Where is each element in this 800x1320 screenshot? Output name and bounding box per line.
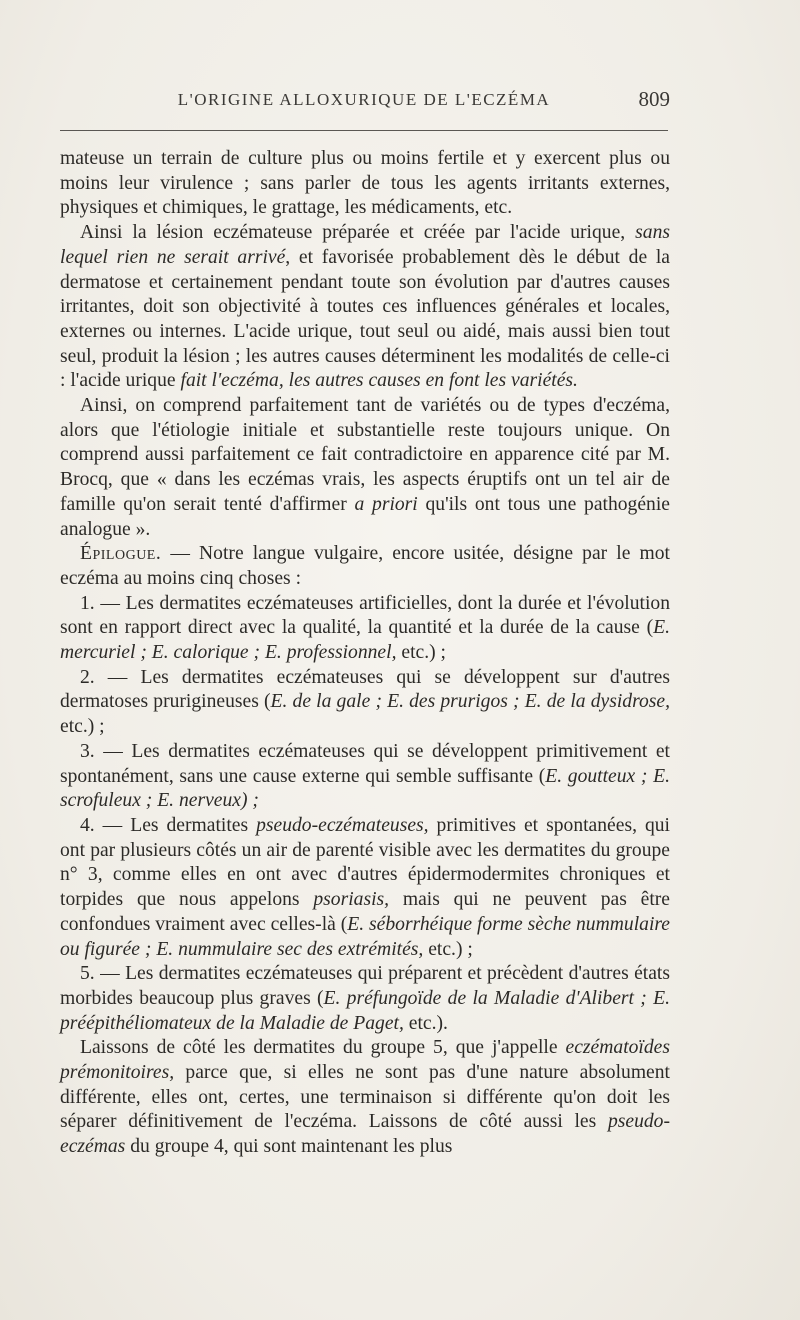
header-rule (60, 130, 668, 131)
list-item: 3. — Les dermatites eczémateuses qui se développent primitivement et spontanément, sans une cause externe qui semble suffisante (E. goutteux ; E. scrofuleux ; E. nerveux) ; (60, 740, 670, 812)
paragraph: Ainsi, on comprend parfaitement tant de variétés ou de types d'eczéma, alors que l'étiologie initiale et substantielle reste toujours unique. On comprend aussi parfaitement ce fait contradictoire en apparence cité par M. Brocq, que « dans les eczémas vrais, les aspects éruptifs ont un tel air de famille qu'on serait tenté d'affirmer a priori qu'ils ont tous une pathogénie analogue ». (60, 395, 670, 540)
paragraph: Laissons de côté les dermatites du groupe 5, que j'appelle eczématoïdes prémonitoires, parce que, si elles ne sont pas d'une nature absolument différente, elles ont, certes, une terminaison si différente qu'on doit les séparer définitivement de l'eczéma. Laissons de côté aussi les pseudo-eczémas du groupe 4, qui sont maintenant les plus (60, 1037, 670, 1158)
list-item: 5. — Les dermatites eczémateuses qui préparent et précèdent d'autres états morbides beaucoup plus graves (E. préfungoïde de la Maladie d'Alibert ; E. préépithéliomateux de la Maladie de Paget, etc.). (60, 963, 670, 1034)
list-item: 2. — Les dermatites eczémateuses qui se développent sur d'autres dermatoses prurigineuses (E. de la gale ; E. des prurigos ; E. de la dysidrose, etc.) ; (60, 666, 670, 738)
paragraph: Ainsi la lésion eczémateuse préparée et créée par l'acide urique, sans lequel rien ne serait arrivé, et favorisée probablement dès le début de la dermatose et certainement pendant toute son évolution par d'autres causes irritantes, doit son objectivité à toutes ces influences générales et locales, externes ou internes. L'acide urique, tout seul ou aidé, mais aussi bien tout seul, produit la lésion ; les autres causes déterminent les modalités de celle-ci : l'acide urique fait l'eczéma, les autres causes en font les variétés. (60, 222, 670, 392)
epilogue-heading: Épilogue. (80, 543, 162, 565)
paragraph: mateuse un terrain de culture plus ou moins fertile et y exercent plus ou moins leur virulence ; sans parler de tous les agents irritants externes, physiques et chimiques, le grattage, les médicaments, etc. (60, 148, 670, 219)
list-item: 4. — Les dermatites pseudo-eczémateuses, primitives et spontanées, qui ont par plusieurs côtés un air de parenté visible avec les dermatites du groupe n° 3, comme elles en ont avec d'autres épidermodermites chroniques et torpides que nous appelons psoriasis, mais qui ne peuvent pas être confondues vraiment avec celles-là (E. séborrhéique forme sèche nummulaire ou figurée ; E. nummulaire sec des extrémités, etc.) ; (60, 814, 670, 960)
running-title: L'ORIGINE ALLOXURIQUE DE L'ECZÉMA (177, 90, 551, 109)
list-item: 1. — Les dermatites eczémateuses artificielles, dont la durée et l'évolution sont en rapport direct avec la qualité, la quantité et la durée de la cause (E. mercuriel ; E. calorique ; E. professionnel, etc.) ; (60, 592, 670, 664)
epilogue-paragraph: Épilogue. — Notre langue vulgaire, encore usitée, désigne par le mot eczéma au moins cinq choses : (60, 543, 670, 589)
page-number: 809 (638, 87, 670, 111)
page-header (60, 87, 670, 120)
body-text (60, 147, 670, 1160)
